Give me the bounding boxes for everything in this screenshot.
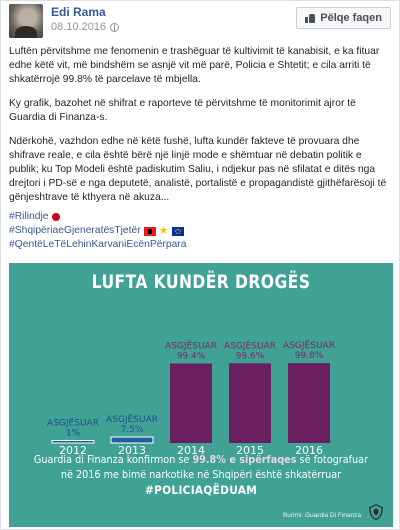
post-author[interactable]: Edi Rama xyxy=(51,5,106,19)
x-tick-label: 2014 xyxy=(177,444,205,457)
chart-bar xyxy=(52,441,94,444)
caption-line1-pre: Guardia di Finanza konfirmon se xyxy=(33,454,193,466)
hashtag-list xyxy=(9,210,186,252)
x-tick-label: 2016 xyxy=(295,444,323,457)
bar-value-label: 99.6% xyxy=(235,351,265,362)
caption-line2: në 2016 me bimë narkotike në Shqipëri është shkatërruar xyxy=(60,469,342,481)
chart-title: LUFTA KUNDËR DROGËS xyxy=(91,271,311,293)
post-paragraph-3: Ndërkohë, vazhdon edhe në këtë fushë, lufta kundër fakteve të provuara dhe shifrave reale, e cila është bërë një linjë mode e shëmtuar në debatin politik e publik; ku Top Modeli është padiskutim Saliu, i ndjekur pas në sfilatat e ditës nga drejtori i PD-së e nga deputetë, analistë, portalistë e propagandistë gjithëfarësoji të gënjeshtrave të kthyera në akuza... xyxy=(9,136,387,203)
chart-bar xyxy=(170,363,212,443)
bar-value-prefix: ASGJËSUAR xyxy=(283,341,335,352)
chart-bar xyxy=(229,363,271,443)
x-tick-label: 2013 xyxy=(118,444,146,457)
post-date[interactable]: 08.10.2016 xyxy=(51,21,107,33)
chart-bar xyxy=(111,437,153,443)
thumbs-up-icon xyxy=(305,13,315,23)
x-tick-label: 2012 xyxy=(59,444,87,457)
rose-emoji xyxy=(52,213,60,221)
infographic-image[interactable] xyxy=(9,263,393,527)
chart-source: Burimi: Guardia Di Finanza xyxy=(282,512,361,519)
eu-flag-emoji xyxy=(172,227,184,236)
hashtag-link[interactable]: #QentëLeTëLehinKarvaniEcënPërpara xyxy=(9,239,187,250)
bar-value-label: 7.5% xyxy=(120,425,144,435)
bar-value-label: 1% xyxy=(65,428,81,439)
post-paragraph-2: Ky grafik, bazohet në shifrat e raporteve të përvitshme të monitorimit ajror të Guardia di Finanza-s. xyxy=(9,98,356,123)
caption-highlight: 99.8% e sipërfaqes xyxy=(192,454,297,466)
hashtag-link[interactable]: #Rilindje xyxy=(9,211,49,222)
x-tick-label: 2015 xyxy=(236,444,264,457)
hashtag-link[interactable]: #ShqipëriaeGjeneratësTjetër xyxy=(9,225,141,236)
like-page-button[interactable] xyxy=(296,7,391,29)
chart-caption xyxy=(24,453,377,498)
post-paragraph-1: Luftën përvitshme me fenomenin e trashëguar të kultivimit të kanabisit, e ka fituar edhe këtë vit, më bindshëm se asnjë vit më parë, Policia e Shtetit; e cila arriti të shkatërrojë 99.8% të parcelave të mbjella. xyxy=(9,46,380,85)
caption-line1-post: së fotografuar xyxy=(296,454,369,466)
star-emoji: ★ xyxy=(158,224,169,237)
bar-value-label: 99.8% xyxy=(294,351,324,362)
coat-of-arms-icon xyxy=(367,503,385,521)
bar-value-label: 99.4% xyxy=(176,351,206,362)
like-page-label: Pëlqe faqen xyxy=(320,12,382,24)
bar-value-prefix: ASGJËSUAR xyxy=(106,415,158,425)
bar-value-prefix: ASGJËSUAR xyxy=(47,418,99,429)
bar-value-prefix: ASGJËSUAR xyxy=(165,341,217,352)
author-avatar[interactable] xyxy=(9,4,43,38)
globe-icon xyxy=(110,23,119,32)
caption-hashtag: #POLICIAQËDUAM xyxy=(144,483,258,497)
albania-flag-emoji xyxy=(144,227,156,236)
bar-value-prefix: ASGJËSUAR xyxy=(224,341,276,352)
post-meta xyxy=(51,21,119,33)
chart-bar xyxy=(288,363,330,443)
